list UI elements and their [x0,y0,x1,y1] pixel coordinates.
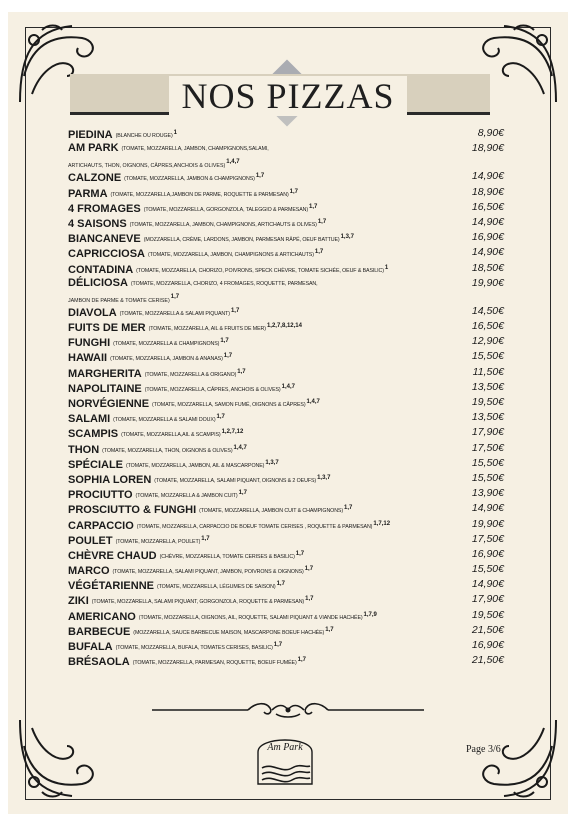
menu-item [68,441,508,456]
pizza-price: 15,50€ [471,471,504,484]
pizza-ingredients-continued: JAMBON DE PARME & TOMATE CERISE) [68,297,170,304]
allergen-codes: 1,7 [170,293,180,300]
allergen-codes: 1,4,7 [306,399,320,405]
pizza-ingredients: (TOMATE, MOZZARELLA, PARMESAN, ROQUETTE, BOEUF FUMÉE) [132,660,297,667]
pizza-name: POULET [68,534,113,547]
allergen-codes: 1,7 [309,203,318,210]
pizza-price: 21,50€ [471,623,504,636]
pizza-ingredients: (TOMATE, MOZZARELLA, CARPACCIO DE BOEUF TOMATE CERISES , ROQUETTE & PARMESAN) [136,523,373,530]
allergen-codes: 1,3,7 [340,234,354,241]
pizza-name: PROSCIUTTO & FUNGHI [68,504,197,517]
allergen-codes: 1,7 [230,307,240,314]
pizza-name: ZIKI [68,595,89,608]
allergen-codes: 1,7 [223,353,233,360]
pizza-price: 19,90€ [471,276,504,289]
pizza-price: 14,50€ [471,304,504,317]
pizza-ingredients: (TOMATE, MOZZARELLA & SALAMI PIQUANT) [119,310,230,317]
pizza-name: PROCIUTTO [68,489,133,502]
page-number: Page 3/6 [466,744,501,755]
pizza-ingredients: (TOMATE, MOZZARELLA,AIL & SCAMPIS) [121,432,221,439]
allergen-codes: 1,7 [273,642,283,648]
allergen-codes: 1,3,7 [265,459,279,466]
menu-item [68,215,508,230]
pizza-ingredients: (TOMATE, MOZZARELLA, CÂPRES, ANCHOIS & OLIVES) [144,386,281,393]
pizza-price: 16,90€ [471,231,504,244]
pizza-ingredients: (MOZZARELLA, CRÈME, LARDONS, JAMBON, PARMESAN RÂPÉ, OEUF BATTUE) [143,237,340,244]
pizza-ingredients: (TOMATE, MOZZARELLA, BUFALA, TOMATES CERISES, BASILIC) [115,645,273,651]
menu-item [68,653,508,668]
pizza-price: 14,90€ [471,170,504,183]
menu-item [68,486,508,501]
page-title: NOS PIZZAS [169,76,406,116]
pizza-ingredients: (TOMATE, MOZZARELLA, JAMBON & ANANAS) [110,356,223,363]
menu-item [68,638,508,653]
pizza-price: 18,50€ [471,261,504,274]
pizza-price: 14,90€ [471,246,504,259]
pizza-ingredients: (TOMATE, MOZZARELLA, SALAMI PIQUANT, JAMBON, POIVRONS & OIGNONS) [112,569,304,576]
menu-item [68,592,508,607]
allergen-codes: 1,7 [201,535,210,542]
menu-item-continued [68,156,508,169]
pizza-name: DÉLICIOSA [68,276,128,289]
pizza-name: AM PARK [68,142,119,155]
allergen-codes: 1,7 [276,581,285,588]
pizza-name: SALAMI [68,413,111,426]
pizza-name: 4 FROMAGES [68,202,141,215]
menu-item [68,245,508,260]
pizza-ingredients: (MOZZARELLA, SAUCE BARBECUE MAISON, MASCARPONE BOEUF HACHÉE) [133,629,325,636]
pizza-price: 15,50€ [471,456,504,469]
pizza-price: 15,50€ [471,563,504,576]
corner-ornament-bottom-right [472,714,564,806]
pizza-ingredients: (TOMATE, MOZZARELLA & JAMBON CUIT) [135,493,238,500]
pizza-price: 13,90€ [471,487,504,500]
pizza-price: 8,90€ [477,127,504,139]
pizza-name: MARGHERITA [68,367,142,380]
menu-item [68,517,508,532]
menu-item [68,304,508,319]
menu-item [68,380,508,395]
pizza-price: 19,50€ [471,608,504,621]
pizza-ingredients: (TOMATE, MOZZARELLA, CHORIZO, POIVRONS, SPECK CHÈVRE, TOMATE SICHÉE, OEUF & BASILIC) [136,267,384,274]
menu-item [68,532,508,547]
menu-item [68,141,508,156]
pizza-ingredients: (TOMATE, MOZZARELLA, GORGONZOLA, TALEGGIO & PARMESAN) [143,206,309,213]
pizza-price: 19,50€ [471,396,504,408]
allergen-codes: 1,7 [237,368,246,375]
pizza-price: 17,50€ [471,441,504,454]
pizza-ingredients: (TOMATE, MOZZARELLA, JAMBON, CHAMPIGNONS & ARTICHAUTS) [147,252,314,259]
allergen-codes: 1,7 [238,490,247,497]
pizza-ingredients-continued: ARTICHAUTS, THON, OIGNONS, CÂPRES,ANCHOIS & OLIVES) [68,163,226,170]
allergen-codes: 1,7 [295,550,305,557]
pizza-ingredients: (TOMATE, MOZZARELLA, SAMON FUMÉ, OIGNONS & CÂPRES) [152,402,306,408]
pizza-ingredients: (TOMATE, MOZZARELLA & SALAMI DOUX) [113,417,216,424]
pizza-name: SOPHIA LOREN [68,473,152,486]
pizza-name: PIEDINA [68,129,113,141]
allergen-codes: 1,4,7 [233,444,247,451]
pizza-ingredients: (TOMATE, MOZZARELLA, JAMBON & CHAMPIGNONS) [124,176,255,183]
menu-item [68,365,508,380]
pizza-ingredients: (TOMATE, MOZZARELLA, JAMBON, CHAMPIGNONS,SALAMI, [121,146,269,153]
menu-item [68,608,508,623]
pizza-price: 19,90€ [471,517,504,530]
menu-item [68,501,508,516]
menu-item [68,471,508,486]
pizza-price: 17,90€ [471,426,504,439]
allergen-codes: 1,7 [220,338,229,345]
pizza-name: SCAMPIS [68,428,119,441]
allergen-codes: 1,7 [325,626,334,633]
allergen-codes: 1,4,7 [226,159,240,166]
pizza-name: THON [68,443,100,456]
pizza-name: DIAVOLA [68,306,117,319]
pizza-price: 14,90€ [471,215,504,228]
pizza-name: NORVÉGIENNE [68,398,150,410]
pizza-price: 14,90€ [471,502,504,515]
pizza-ingredients: (TOMATE, MOZZARELLA, JAMBON CUIT & CHAMPIGNONS) [199,508,344,515]
pizza-name: BRÉSAOLA [68,656,130,669]
pizza-price: 16,50€ [471,200,504,213]
allergen-codes: 1,7 [344,505,353,512]
allergen-codes: 1,7 [289,188,298,195]
allergen-codes: 1 [173,130,177,136]
menu-item [68,395,508,410]
menu-item [68,547,508,562]
footer-divider [152,700,424,720]
pizza-name: SPÉCIALE [68,458,124,471]
pizza-ingredients: (TOMATE, MOZZARELLA, JAMBON, CHAMPIGNONS, ARTICHAUTS & OLIVES) [129,221,317,228]
pizza-ingredients: (TOMATE, MOZZARELLA,JAMBON DE PARME, ROQUETTE & PARMESAN) [110,191,289,198]
pizza-name: CAPRICCIOSA [68,248,146,261]
pizza-name: BARBECUE [68,625,131,638]
pizza-name: FUNGHI [68,337,111,350]
menu-item [68,410,508,425]
pizza-ingredients: (TOMATE, MOZZARELLA, THON, OIGNONS & OLIVES) [102,447,233,454]
pizza-price: 17,90€ [471,593,504,606]
pizza-price: 13,50€ [471,380,504,393]
allergen-codes: 1 [384,264,389,271]
menu-item [68,200,508,215]
menu-item [68,562,508,577]
pizza-ingredients: (TOMATE, MOZZARELLA, SALAMI PIQUANT, GORGONZOLA, ROQUETTE & PARMESAN) [91,599,305,606]
menu-item [68,185,508,200]
menu-item [68,623,508,638]
pizza-ingredients: (TOMATE, MOZZARELLA, JAMBON, AIL & MASCARPONE) [125,462,265,469]
allergen-codes: 1,3,7 [317,474,331,481]
allergen-codes: 1,2,7,8,12,14 [266,323,302,330]
allergen-codes: 1,7,12 [373,520,391,527]
allergen-codes: 1,7 [317,218,327,225]
pizza-ingredients: (TOMATE, MOZZARELLA, AIL & FRUITS DE MER) [148,326,266,333]
pizza-price: 16,90€ [471,547,504,560]
pizza-name: FUITS DE MER [68,322,146,335]
menu-item-continued [68,291,508,304]
pizza-ingredients: (TOMATE, MOZZARELLA, POULET) [115,538,201,545]
allergen-codes: 1,7 [314,249,324,256]
pizza-ingredients: (TOMATE, MOZZARELLA & CHAMPIGNONS) [113,341,220,348]
pizza-name: CONTADINA [68,263,134,276]
pizza-ingredients: (BLANCHE OU ROUGE) [115,133,173,139]
menu-item [68,577,508,592]
pizza-name: VÉGÉTARIENNE [68,580,154,593]
menu-item [68,261,508,276]
pizza-menu-list [68,126,508,668]
pizza-price: 14,90€ [471,578,504,591]
corner-ornament-bottom-left [12,714,104,806]
pizza-name: BIANCANEVE [68,233,141,246]
pizza-name: NAPOLITAINE [68,382,142,395]
pizza-price: 18,90€ [471,185,504,198]
menu-item [68,456,508,471]
page-title-wrap [0,78,576,114]
pizza-ingredients: (TOMATE, MOZZARELLA, SALAMI PIQUANT, OIGNONS & 2 OEUFS) [154,477,317,484]
pizza-price: 13,50€ [471,411,504,424]
allergen-codes: 1,4,7 [281,383,295,390]
pizza-name: 4 SAISONS [68,217,127,230]
pizza-price: 21,50€ [471,654,504,667]
allergen-codes: 1,7 [297,657,306,664]
menu-item [68,169,508,184]
allergen-codes: 1,7 [305,596,314,603]
pizza-ingredients: (CHÈVRE, MOZZARELLA, TOMATE CERISES & BASILIC) [159,553,295,560]
allergen-codes: 1,7 [216,414,225,421]
menu-item [68,276,508,291]
pizza-price: 15,50€ [471,350,504,363]
allergen-codes: 1,7 [304,566,314,573]
pizza-name: AMERICANO [68,610,136,623]
pizza-price: 12,90€ [471,335,504,348]
allergen-codes: 1,2,7,12 [221,429,244,436]
menu-item [68,425,508,440]
pizza-price: 11,50€ [472,365,504,378]
menu-item [68,334,508,349]
pizza-name: CARPACCIO [68,519,134,532]
menu-item [68,126,508,141]
pizza-name: CALZONE [68,172,122,185]
pizza-price: 16,90€ [471,639,504,651]
pizza-ingredients: (TOMATE, MOZZARELLA & ORIGANO) [144,371,237,378]
menu-item [68,230,508,245]
pizza-ingredients: (TOMATE, MOZZARELLA, CHORIZO, 4 FROMAGES, ROQUETTE, PARMESAN, [130,280,318,287]
pizza-name: HAWAII [68,352,108,365]
pizza-price: 17,50€ [471,532,504,545]
pizza-price: 18,90€ [471,142,504,155]
menu-item [68,319,508,334]
pizza-name: MARCO [68,565,110,578]
am-park-logo [254,728,316,790]
logo-text: Am Park [267,742,303,753]
pizza-ingredients: (TOMATE, MOZZARELLA, OIGNONS, AIL, ROQUETTE, SALAMI PIQUANT & VIANDE HACHÉE) [138,614,363,621]
menu-item [68,349,508,364]
pizza-name: PARMA [68,187,108,200]
pizza-name: BUFALA [68,641,113,653]
allergen-codes: 1,7,9 [363,611,377,618]
pizza-price: 16,50€ [471,320,504,333]
pizza-name: CHÈVRE CHAUD [68,549,157,562]
allergen-codes: 1,7 [255,173,265,180]
pizza-ingredients: (TOMATE, MOZZARELLA, LÉGUMES DE SAISON) [156,584,276,591]
